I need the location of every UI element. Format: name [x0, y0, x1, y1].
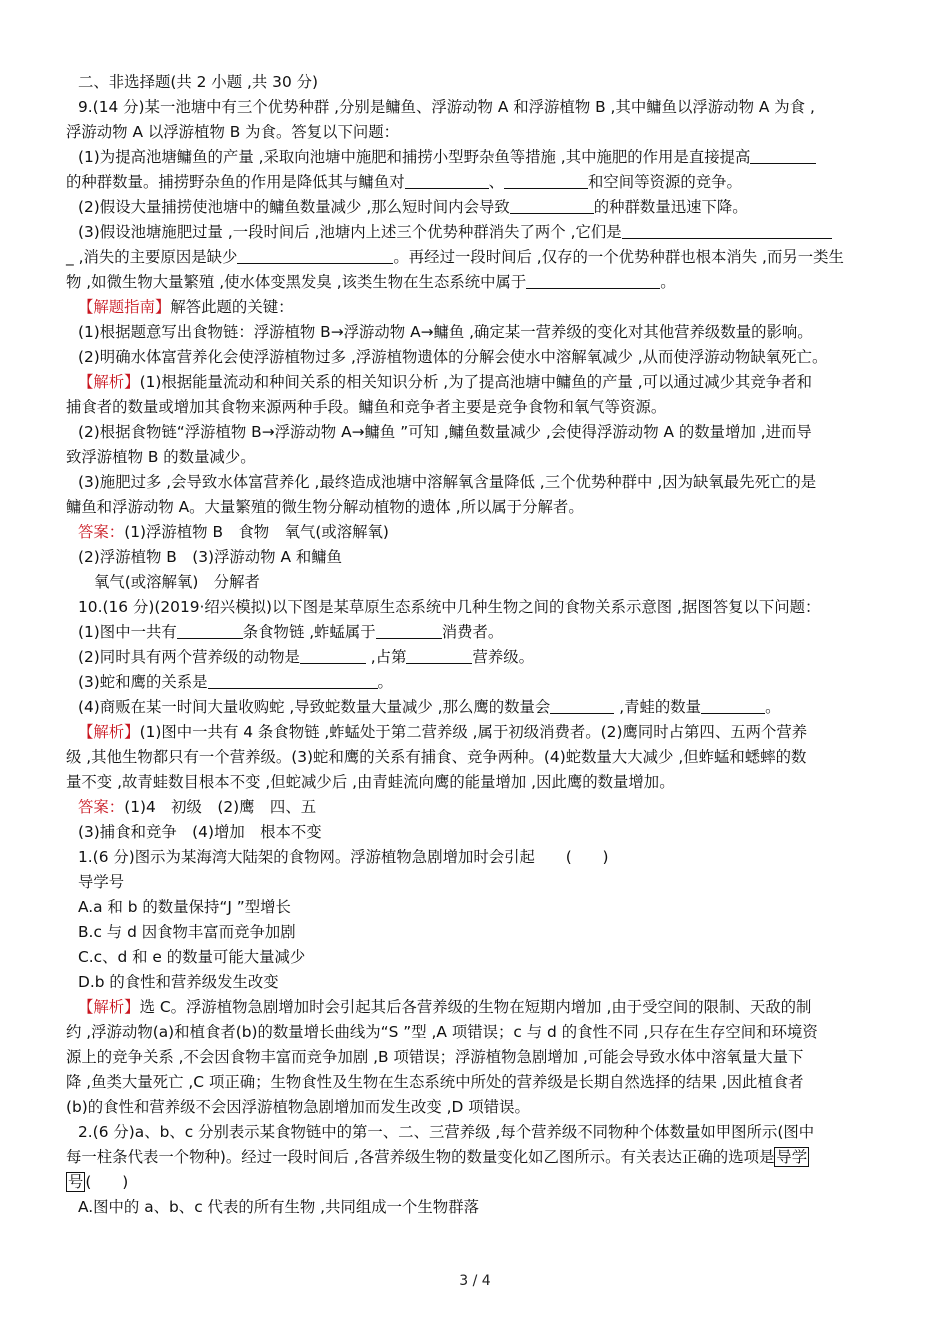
answer-blank[interactable]: [376, 622, 442, 639]
section-header: 二、非选择题(共 2 小题 ,共 30 分): [78, 73, 319, 91]
q9-p1-text-b: 的种群数量。捕捞野杂鱼的作用是降低其与鳙鱼对: [66, 173, 405, 191]
q10-p3-text-a: (3)蛇和鹰的关系是: [78, 673, 208, 691]
mc2-stem-c: [66, 1170, 888, 1195]
answer-blank[interactable]: [510, 197, 594, 214]
q9-part-3-line-1: [66, 220, 888, 245]
answer-paren: ( ): [85, 1173, 129, 1191]
q9-part-3-line-3: [66, 270, 888, 295]
analysis-tag: 【解析】: [78, 998, 140, 1016]
mc1-option-d: D.b 的食性和营养级发生改变: [78, 973, 279, 991]
q10-p1-text-c: 消费者。: [441, 623, 504, 641]
q9-part-2: [66, 195, 888, 220]
analysis-text: 选 C。浮游植物急剧增加时会引起其后各营养级的生物在短期内增加 ,由于受空间的限制、天敌的制: [139, 998, 812, 1016]
q9-p2-text-a: (2)假设大量捕捞使池塘中的鳙鱼数量减少 ,那么短时间内会导致: [78, 198, 510, 216]
guide-tag-box: 导学: [776, 1148, 808, 1166]
q10-answer-2: (3)捕食和竞争 (4)增加 根本不变: [78, 823, 322, 841]
answer-blank[interactable]: [750, 147, 816, 164]
answer-blank[interactable]: [701, 697, 765, 714]
mc1-guide-tag: 导学号: [78, 873, 125, 891]
answer-tag: 答案：: [78, 523, 125, 541]
q10-p4-text-a: (4)商贩在某一时间大量收购蛇 ,导致蛇数量大量减少 ,那么鹰的数量会: [78, 698, 551, 716]
answer-blank[interactable]: [208, 672, 378, 689]
q9-analysis-2a: (2)根据食物链“浮游植物 B→浮游动物 A→鳙鱼 ”可知 ,鳙鱼数量减少 ,会使得浮游动物 A 的数量增加 ,进而导: [78, 423, 812, 441]
analysis-text: (1)图中一共有 4 条食物链 ,蚱蜢处于第二营养级 ,属于初级消费者。(2)鹰同时占第四、五两个营养: [139, 723, 808, 741]
q9-p3-text-d: 物 ,如微生物大量繁殖 ,使水体变黑发臭 ,该类生物在生态系统中属于: [66, 273, 527, 291]
page-number: 3 / 4: [459, 1273, 491, 1289]
q10-p4-text-b: ,青蛙的数量: [614, 698, 702, 716]
q9-p2-text-b: 的种群数量迅速下降。: [593, 198, 748, 216]
answer-blank[interactable]: [300, 647, 366, 664]
answer-tag: 答案：: [78, 798, 125, 816]
answer-blank[interactable]: [237, 247, 393, 264]
q9-answer-3: 氧气(或溶解氧) 分解者: [94, 573, 260, 591]
answer-blank[interactable]: [504, 172, 588, 189]
q10-p1-text-b: 条食物链 ,蚱蜢属于: [242, 623, 376, 641]
mc1-stem: 1.(6 分)图示为某海湾大陆架的食物网。浮游植物急剧增加时会引起 ( ): [78, 848, 609, 866]
q9-part-1-line-1: [66, 145, 888, 170]
document-page: [66, 70, 888, 1220]
q10-stem: 10.(16 分)(2019·绍兴模拟)以下图是某草原生态系统中几种生物之间的食物关系示意图 ,据图答复以下问题：: [78, 598, 821, 616]
q9-analysis-2b: 致浮游植物 B 的数量减少。: [66, 448, 256, 466]
q9-analysis-1a: [66, 370, 888, 395]
mc2-stem-a: 2.(6 分)a、b、c 分别表示某食物链中的第一、二、三营养级 ,每个营养级不同物种个体数量如甲图所示(图中: [78, 1123, 815, 1141]
mc1-option-a: A.a 和 b 的数量保持“J ”型增长: [78, 898, 291, 916]
q10-part-3: [66, 670, 888, 695]
q9-p3-text-a: (3)假设池塘施肥过量 ,一段时间后 ,池塘内上述三个优势种群消失了两个 ,它们是: [78, 223, 622, 241]
guide-tag: 【解题指南】: [78, 298, 171, 316]
answer-blank[interactable]: [406, 647, 472, 664]
q10-analysis-c: 量不变 ,故青蛙数目根本不变 ,但蛇减少后 ,由青蛙流向鹰的能量增加 ,因此鹰的数量增加。: [66, 773, 675, 791]
answer-blank[interactable]: [177, 622, 243, 639]
q9-guide-2: (2)明确水体富营养化会使浮游植物过多 ,浮游植物遗体的分解会使水中溶解氧减少 ,从而使浮游动物缺氧死亡。: [78, 348, 828, 366]
q10-part-2: [66, 645, 888, 670]
mc1-analysis-d: 降 ,鱼类大量死亡 ,C 项正确；生物食性及生物在生态系统中所处的营养级是长期自然选择的结果 ,因此植食者: [66, 1073, 804, 1091]
mc1-analysis-b: 约 ,浮游动物(a)和植食者(b)的数量增长曲线为“S ”型 ,A 项错误；c 与 d 的食性不同 ,只存在生存空间和环境资: [66, 1023, 818, 1041]
mc1-analysis-a: [66, 995, 888, 1020]
mc1-option-b: B.c 与 d 因食物丰富而竞争加剧: [78, 923, 296, 941]
q9-guide-heading: [66, 295, 888, 320]
q9-analysis-1b: 捕食者的数量或增加其食物来源两种手段。鳙鱼和竞争者主要是竞争食物和氧气等资源。: [66, 398, 667, 416]
q9-answer-1: [66, 520, 888, 545]
q10-analysis-b: 级 ,其他生物都只有一个营养级。(3)蛇和鹰的关系有捕食、竞争两种。(4)蛇数量大大减少 ,但蚱蜢和蟋蟀的数: [66, 748, 807, 766]
guide-tag-box: 号: [68, 1173, 84, 1191]
answer-blank[interactable]: [405, 172, 489, 189]
guide-intro: 解答此题的关键：: [170, 298, 294, 316]
q10-p2-text-a: (2)同时具有两个营养级的动物是: [78, 648, 300, 666]
q9-p1-text-a: (1)为提高池塘鳙鱼的产量 ,采取向池塘中施肥和捕捞小型野杂鱼等措施 ,其中施肥的作用是直接提高: [78, 148, 751, 166]
q10-part-4: [66, 695, 888, 720]
q9-p1-text-d: 和空间等资源的竞争。: [588, 173, 742, 191]
mc2-stem-b: [66, 1145, 888, 1170]
q10-p2-text-c: 营养级。: [472, 648, 535, 666]
q10-p1-text-a: (1)图中一共有: [78, 623, 177, 641]
analysis-tag: 【解析】: [78, 373, 140, 391]
q9-guide-1: (1)根据题意写出食物链：浮游植物 B→浮游动物 A→鳙鱼 ,确定某一营养级的变化对其他营养级数量的影响。: [78, 323, 813, 341]
q9-answer-2: (2)浮游植物 B (3)浮游动物 A 和鳙鱼: [78, 548, 343, 566]
q9-p3-text-e: 。: [660, 273, 676, 291]
q10-part-1: [66, 620, 888, 645]
q10-p3-text-b: 。: [377, 673, 393, 691]
mc1-analysis-c: 源上的竞争关系 ,不会因食物丰富而竞争加剧 ,B 项错误；浮游植物急剧增加 ,可能会导致水体中溶氧量大量下: [66, 1048, 804, 1066]
q9-p3-text-c: 。再经过一段时间后 ,仅存的一个优势种群也根本消失 ,而另一类生: [393, 248, 844, 266]
q10-p4-text-c: 。: [765, 698, 781, 716]
q9-p1-text-c: 、: [488, 173, 505, 191]
mc1-option-c: C.c、d 和 e 的数量可能大量减少: [78, 948, 306, 966]
q9-stem-line-1: 9.(14 分)某一池塘中有三个优势种群 ,分别是鳙鱼、浮游动物 A 和浮游植物 B ,其中鳙鱼以浮游动物 A 为食 ,: [78, 98, 815, 116]
answer-blank[interactable]: [622, 222, 832, 239]
q9-analysis-3b: 鳙鱼和浮游动物 A。大量繁殖的微生物分解动植物的遗体 ,所以属于分解者。: [66, 498, 584, 516]
mc2-stem-text: 每一柱条代表一个物种)。经过一段时间后 ,各营养级生物的数量变化如乙图所示。有关表达正确的选项是: [66, 1148, 775, 1166]
answer-text: (1)浮游植物 B 食物 氧气(或溶解氧): [124, 523, 389, 541]
q10-p2-text-b: ,占第: [365, 648, 407, 666]
answer-text: (1)4 初级 (2)鹰 四、五: [124, 798, 317, 816]
analysis-tag: 【解析】: [78, 723, 140, 741]
q9-p3-text-b: _ ,消失的主要原因是缺少: [66, 248, 238, 266]
q9-part-3-line-2: [66, 245, 888, 270]
answer-blank[interactable]: [550, 697, 614, 714]
q10-analysis-a: [66, 720, 888, 745]
mc2-option-a: A.图中的 a、b、c 代表的所有生物 ,共同组成一个生物群落: [78, 1198, 479, 1216]
q9-stem-line-2: 浮游动物 A 以浮游植物 B 为食。答复以下问题：: [66, 123, 400, 141]
mc1-analysis-e: (b)的食性和营养级不会因浮游植物急剧增加而发生改变 ,D 项错误。: [66, 1098, 530, 1116]
answer-blank[interactable]: [526, 272, 660, 289]
analysis-text: (1)根据能量流动和种间关系的相关知识分析 ,为了提高池塘中鳙鱼的产量 ,可以通过减少其竞争者和: [139, 373, 812, 391]
q9-analysis-3a: (3)施肥过多 ,会导致水体富营养化 ,最终造成池塘中溶解氧含量降低 ,三个优势种群中 ,因为缺氧最先死亡的是: [78, 473, 817, 491]
q10-answer-1: [66, 795, 888, 820]
q9-part-1-line-2: [66, 170, 888, 195]
